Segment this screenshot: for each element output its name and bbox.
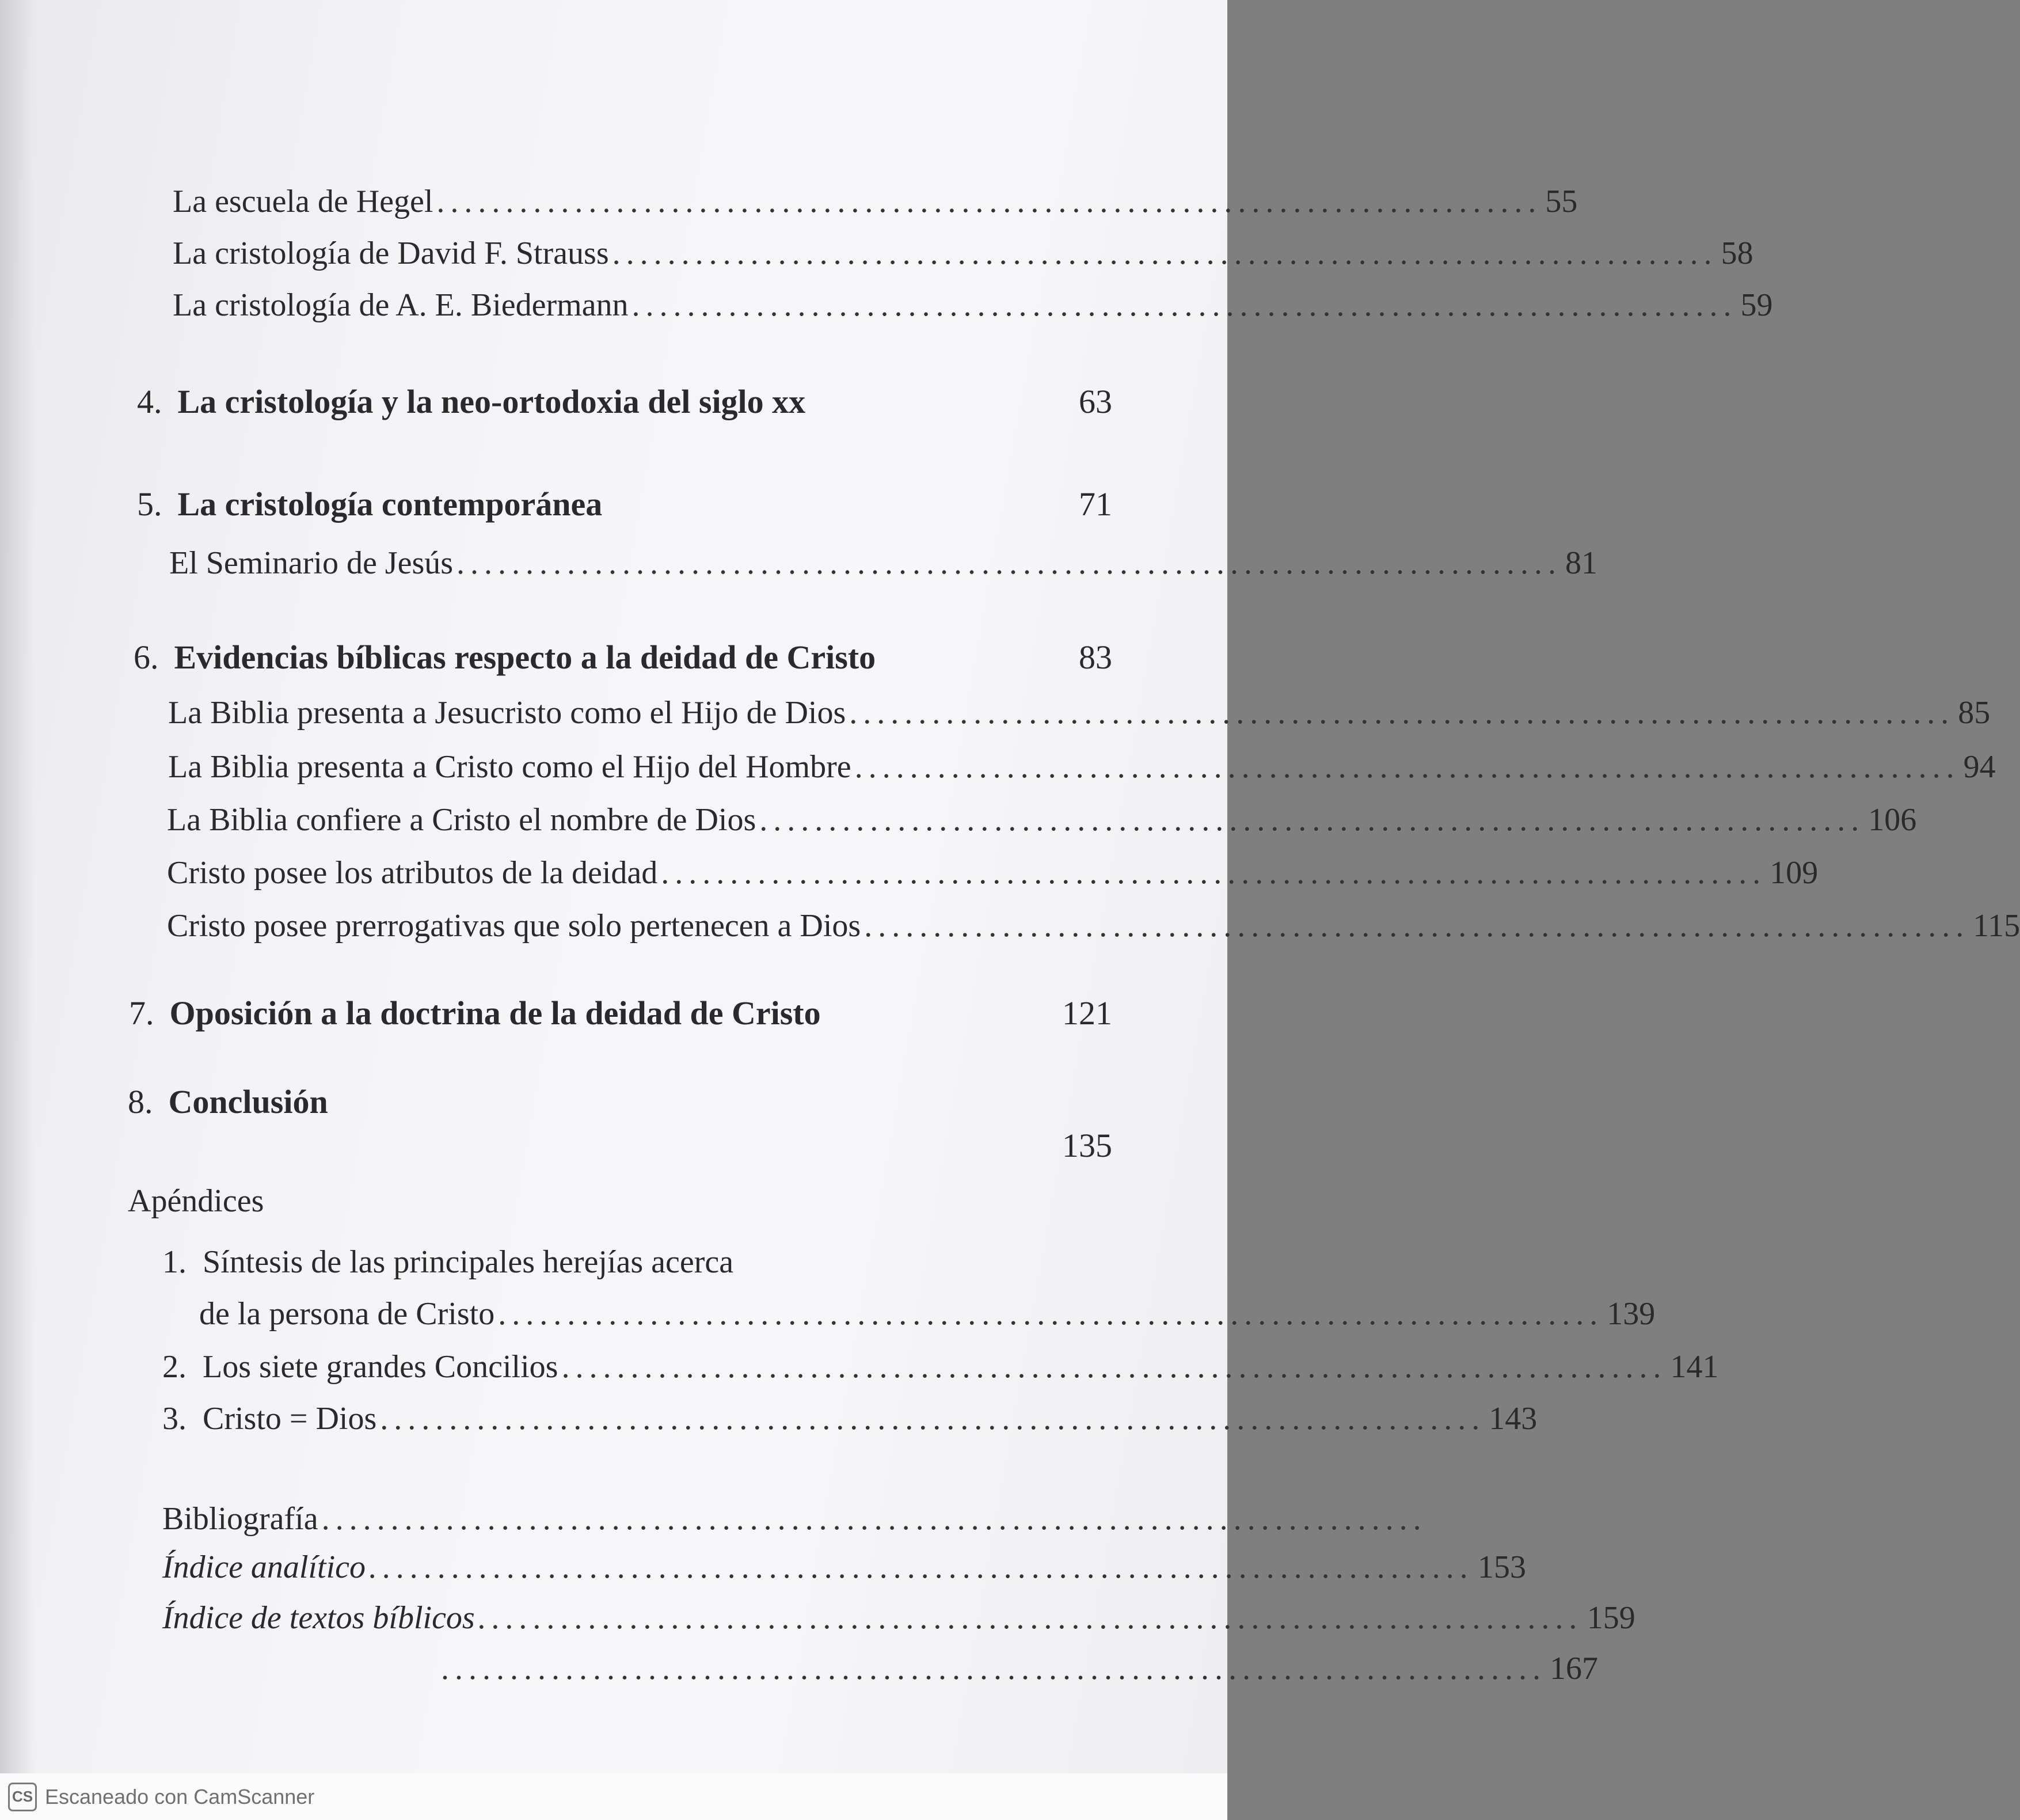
toc-chapter-4 <box>137 382 1112 421</box>
leader-dots: ................................................................................ <box>441 1651 1546 1686</box>
camscanner-logo-icon: CS <box>8 1783 37 1811</box>
entry-page: 94 <box>1963 749 1996 785</box>
chapter-title: Oposición a la doctrina de la deidad de Cristo <box>169 994 821 1032</box>
appendix-page: 143 <box>1489 1401 1538 1437</box>
leader-dots: ................................................................................ <box>321 1501 1427 1537</box>
leader-dots: ................................................................................ <box>849 695 1955 731</box>
appendix-title: Los siete grandes Concilios <box>203 1349 558 1385</box>
leader-dots: ................................................................................ <box>759 802 1865 838</box>
chapter-page: 71 <box>1079 485 1112 523</box>
toc-appendix-3 <box>162 1400 1538 1437</box>
chapter-number: 5. <box>137 485 162 523</box>
leader-dots: ................................................................................ <box>457 545 1562 581</box>
chapter-page: 121 <box>1062 994 1112 1032</box>
entry-title: La Biblia presenta a Cristo como el Hijo del Hombre <box>168 749 851 785</box>
appendix-page: 139 <box>1607 1296 1656 1332</box>
leader-dots: ................................................................................ <box>864 908 1970 944</box>
appendix-number: 3. <box>162 1401 187 1437</box>
entry-page: 85 <box>1958 695 1991 731</box>
chapter-page: 135 <box>1062 1127 1112 1164</box>
appendices-title: Apéndices <box>128 1183 264 1219</box>
entry-title: Índice analítico <box>162 1549 366 1585</box>
chapter-number: 4. <box>137 383 162 420</box>
toc-chapter-8-page <box>979 1126 1112 1165</box>
toc-entry-seminario <box>169 545 1598 582</box>
toc-indice-analitico <box>162 1549 1527 1586</box>
appendix-title: Cristo = Dios <box>203 1401 377 1437</box>
entry-page: 58 <box>1721 235 1753 271</box>
chapter-title: Evidencias bíblicas respecto a la deidad de Cristo <box>174 639 876 676</box>
entry-title: La Biblia presenta a Jesucristo como el Hijo de Dios <box>168 695 846 731</box>
toc-chapter-5 <box>137 485 1112 523</box>
leader-dots: ................................................................................ <box>478 1600 1584 1636</box>
toc-bibliografia <box>162 1500 1427 1537</box>
toc-appendix-2 <box>162 1348 1719 1385</box>
toc-entry-hegel <box>173 183 1578 220</box>
entry-title: Índice de textos bíblicos <box>162 1600 475 1636</box>
leader-dots: ................................................................................ <box>498 1296 1604 1332</box>
toc-chapter-7 <box>129 994 1112 1032</box>
entry-page: 167 <box>1550 1651 1598 1686</box>
entry-page: 106 <box>1868 802 1917 838</box>
toc-appendix-1-line2 <box>199 1295 1656 1332</box>
chapter-number: 8. <box>128 1083 153 1120</box>
chapter-page: 63 <box>1079 383 1112 420</box>
leader-dots: ................................................................................ <box>661 855 1767 891</box>
toc-entry-nombre-de-dios <box>167 801 1917 838</box>
entry-title: La Biblia confiere a Cristo el nombre de Dios <box>167 802 756 838</box>
entry-title: El Seminario de Jesús <box>169 545 454 581</box>
entry-title: Cristo posee prerrogativas que solo pertenecen a Dios <box>167 908 861 944</box>
entry-page: 115 <box>1973 908 2020 944</box>
toc-entry-biedermann <box>173 287 1773 324</box>
leader-dots: ................................................................................ <box>369 1549 1475 1585</box>
toc-indice-textos <box>162 1599 1635 1636</box>
appendix-number: 2. <box>162 1349 187 1385</box>
entry-page: 55 <box>1545 184 1578 219</box>
appendix-title-cont: de la persona de Cristo <box>199 1296 495 1332</box>
scanner-watermark-text: Escaneado con CamScanner <box>45 1784 315 1808</box>
entry-title: Cristo posee los atributos de la deidad <box>167 855 658 891</box>
chapter-title: La cristología y la neo-ortodoxia del siglo xx <box>177 383 806 420</box>
entry-title: Bibliografía <box>162 1501 318 1537</box>
appendix-page: 141 <box>1670 1349 1719 1385</box>
toc-entry-hijo-del-hombre <box>168 748 1996 785</box>
scanner-footer <box>0 1773 1227 1820</box>
toc-entry-hijo-de-dios <box>168 694 1991 731</box>
leader-dots: ................................................................................ <box>612 235 1718 271</box>
toc-entry-prerrogativas <box>167 907 2020 944</box>
chapter-number: 6. <box>134 639 159 676</box>
toc-entry-atributos <box>167 854 1819 891</box>
leader-dots: ................................................................................ <box>436 184 1542 219</box>
chapter-page: 83 <box>1079 639 1112 676</box>
chapter-title: La cristología contemporánea <box>177 485 603 523</box>
entry-title: La cristología de David F. Strauss <box>173 235 609 271</box>
leader-dots: ................................................................................ <box>632 287 1737 323</box>
appendix-title: Síntesis de las principales herejías acerca <box>203 1244 734 1280</box>
entry-page: 81 <box>1565 545 1598 581</box>
leader-dots: ................................................................................ <box>380 1401 1486 1437</box>
entry-page: 109 <box>1770 855 1819 891</box>
toc-chapter-6 <box>134 638 1112 677</box>
toc-appendix-1-line1 <box>162 1244 1112 1281</box>
entry-page: 159 <box>1587 1600 1635 1636</box>
chapter-number: 7. <box>129 994 154 1032</box>
entry-page: 59 <box>1740 287 1773 323</box>
chapter-title: Conclusión <box>168 1083 328 1120</box>
leader-dots: ................................................................................ <box>561 1349 1667 1385</box>
toc-last-line <box>438 1650 1598 1687</box>
appendix-number: 1. <box>162 1244 187 1280</box>
toc-chapter-8 <box>128 1082 1112 1121</box>
toc-entry-strauss <box>173 235 1753 272</box>
entry-title: La cristología de A. E. Biedermann <box>173 287 629 323</box>
leader-dots: ................................................................................ <box>854 749 1960 785</box>
entry-page: 153 <box>1478 1549 1527 1585</box>
entry-title: La escuela de Hegel <box>173 184 433 219</box>
